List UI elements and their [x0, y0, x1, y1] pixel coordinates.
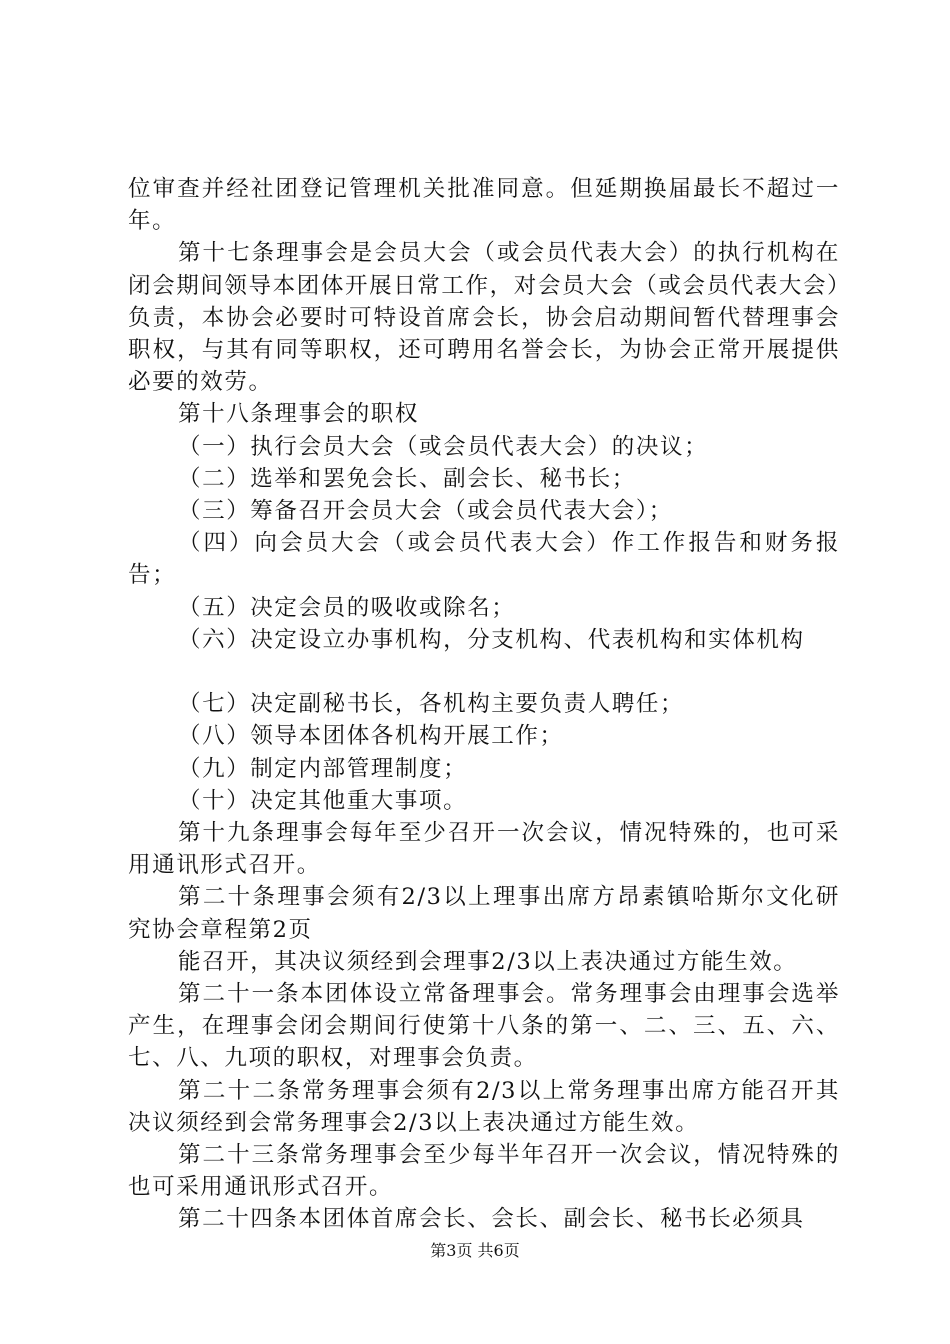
paragraph: （七）决定副秘书长，各机构主要负责人聘任； — [178, 691, 685, 718]
paragraph: （二）选举和罢免会长、副会长、秘书长； — [178, 465, 636, 492]
blank-line — [128, 656, 840, 688]
paragraph: 第十八条理事会的职权 — [178, 401, 420, 428]
paragraph: 能召开，其决议须经到会理事2/3以上表决通过方能生效。 — [178, 948, 798, 975]
paragraph: （三）筹备召开会员大会（或会员代表大会）； — [178, 498, 673, 525]
paragraph: 第二十二条常务理事会须有2/3以上常务理事出席方能召开其决议须经到会常务理事会2/3以上表决通过方能生效。 — [128, 1077, 840, 1136]
paragraph: （十）决定其他重大事项。 — [178, 787, 468, 814]
paragraph: 第二十条理事会须有2/3以上理事出席方昂素镇哈斯尔文化研究协会章程第2页 — [128, 884, 840, 943]
paragraph: 第十七条理事会是会员大会（或会员代表大会）的执行机构在闭会期间领导本团体开展日常工作，对会员大会（或会员代表大会）负责，本协会必要时可特设首席会长，协会启动期间暂代替理事会职权，与其有同等职权，还可聘用名誉会长，为协会正常开展提供必要的效劳。 — [128, 240, 840, 396]
paragraph: （四）向会员大会（或会员代表大会）作工作报告和财务报告； — [128, 530, 840, 589]
paragraph: 第二十三条常务理事会至少每半年召开一次会议，情况特殊的也可采用通讯形式召开。 — [128, 1142, 840, 1201]
paragraph: （八）领导本团体各机构开展工作； — [178, 723, 564, 750]
paragraph: （一）执行会员大会（或会员代表大会）的决议； — [178, 433, 709, 460]
paragraph: 第二十一条本团体设立常备理事会。常务理事会由理事会选举产生，在理事会闭会期间行使第十八条的第一、二、三、五、六、七、八、九项的职权，对理事会负责。 — [128, 981, 840, 1072]
paragraph: （九）制定内部管理制度； — [178, 755, 468, 782]
paragraph: （六）决定设立办事机构，分支机构、代表机构和实体机构 — [178, 626, 805, 653]
paragraph: 第十九条理事会每年至少召开一次会议，情况特殊的，也可采用通讯形式召开。 — [128, 820, 840, 879]
paragraph: 位审查并经社团登记管理机关批准同意。但延期换届最长不超过一年。 — [128, 176, 840, 235]
paragraph: 第二十四条本团体首席会长、会长、副会长、秘书长必须具 — [178, 1206, 805, 1233]
paragraph: （五）决定会员的吸收或除名； — [178, 594, 516, 621]
document-body — [128, 173, 840, 1236]
page-footer: 第3页 共6页 — [430, 1241, 520, 1260]
